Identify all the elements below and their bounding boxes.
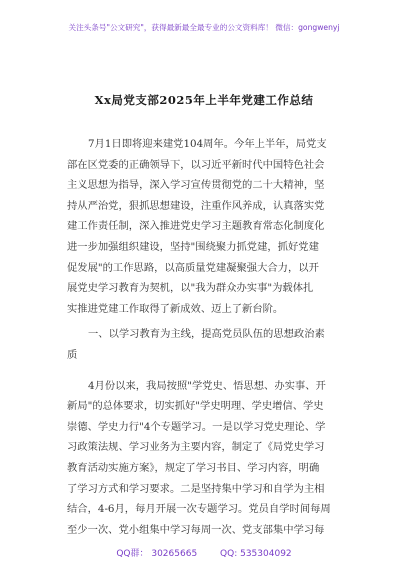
heading-line: 质: [67, 348, 78, 361]
text-line: 习政策法规、学习业务为主要内容，制定了《局党史学习: [67, 441, 325, 454]
paragraph-study: [67, 376, 343, 541]
text-line: 4月份以来，我局按照"学党史、悟思想、办实事、开: [88, 379, 326, 392]
footer-contacts: [0, 546, 408, 559]
text-line: 新局"的总体要求，切实抓好"学史明理、学史增信、学史: [67, 400, 324, 413]
qq-group-number: QQ群： 30265665: [116, 549, 198, 559]
text-line: 教育活动实施方案》，规定了学习书目、学习内容，明确: [67, 461, 320, 474]
text-line: 主义思想为指导，深入学习宣传贯彻党的二十大精神，坚: [67, 179, 325, 192]
qq-number: QQ: 535304092: [220, 549, 292, 559]
text-line: 崇德、学史力行"4个专题学习。一是以学习党史理论、学: [67, 420, 326, 433]
heading-line: 一、以学习教育为主线，提高党员队伍的思想政治素: [88, 328, 325, 341]
text-line: 了学习方式和学习要求。二是坚持集中学习和自学为主相: [67, 482, 325, 495]
text-line: 实推进党建工作取得了新成效、迈上了新台阶。: [67, 302, 284, 315]
section-heading-1: [67, 324, 343, 365]
header-note: 关注头条号"公文研究"，获得最新最全最专业的公文资料库！ 微信：gongwenyj: [68, 23, 340, 32]
document-title: Xx局党支部2025年上半年党建工作总结: [94, 93, 314, 107]
text-line: 结合，4-6月，每月开展一次专题学习。党员自学时间每周: [67, 503, 331, 516]
paragraph-intro: [67, 134, 343, 319]
text-line: 促发展"的工作思路，以高质量党建凝聚强大合力，以开: [67, 261, 319, 274]
text-line: 7月1日即将迎来建党104周年。今年上半年，局党支: [88, 138, 327, 150]
document-body: [67, 134, 343, 540]
text-line: 持从严治党，狠抓思想建设，注重作风养成，认真落实党: [67, 199, 325, 212]
text-line: 至少一次、党小组集中学习每周一次、党支部集中学习每: [67, 523, 325, 536]
text-line: 展党史学习教育为契机，以"我为群众办实事"为载体扎: [67, 282, 314, 295]
text-line: 进一步加强组织建设，坚持"围绕聚力抓党建，抓好党建: [67, 240, 319, 253]
text-line: 建工作责任制，深入推进党史学习主题教育常态化制度化: [67, 220, 325, 233]
text-line: 部在区党委的正确领导下，以习近平新时代中国特色社会: [67, 158, 325, 171]
